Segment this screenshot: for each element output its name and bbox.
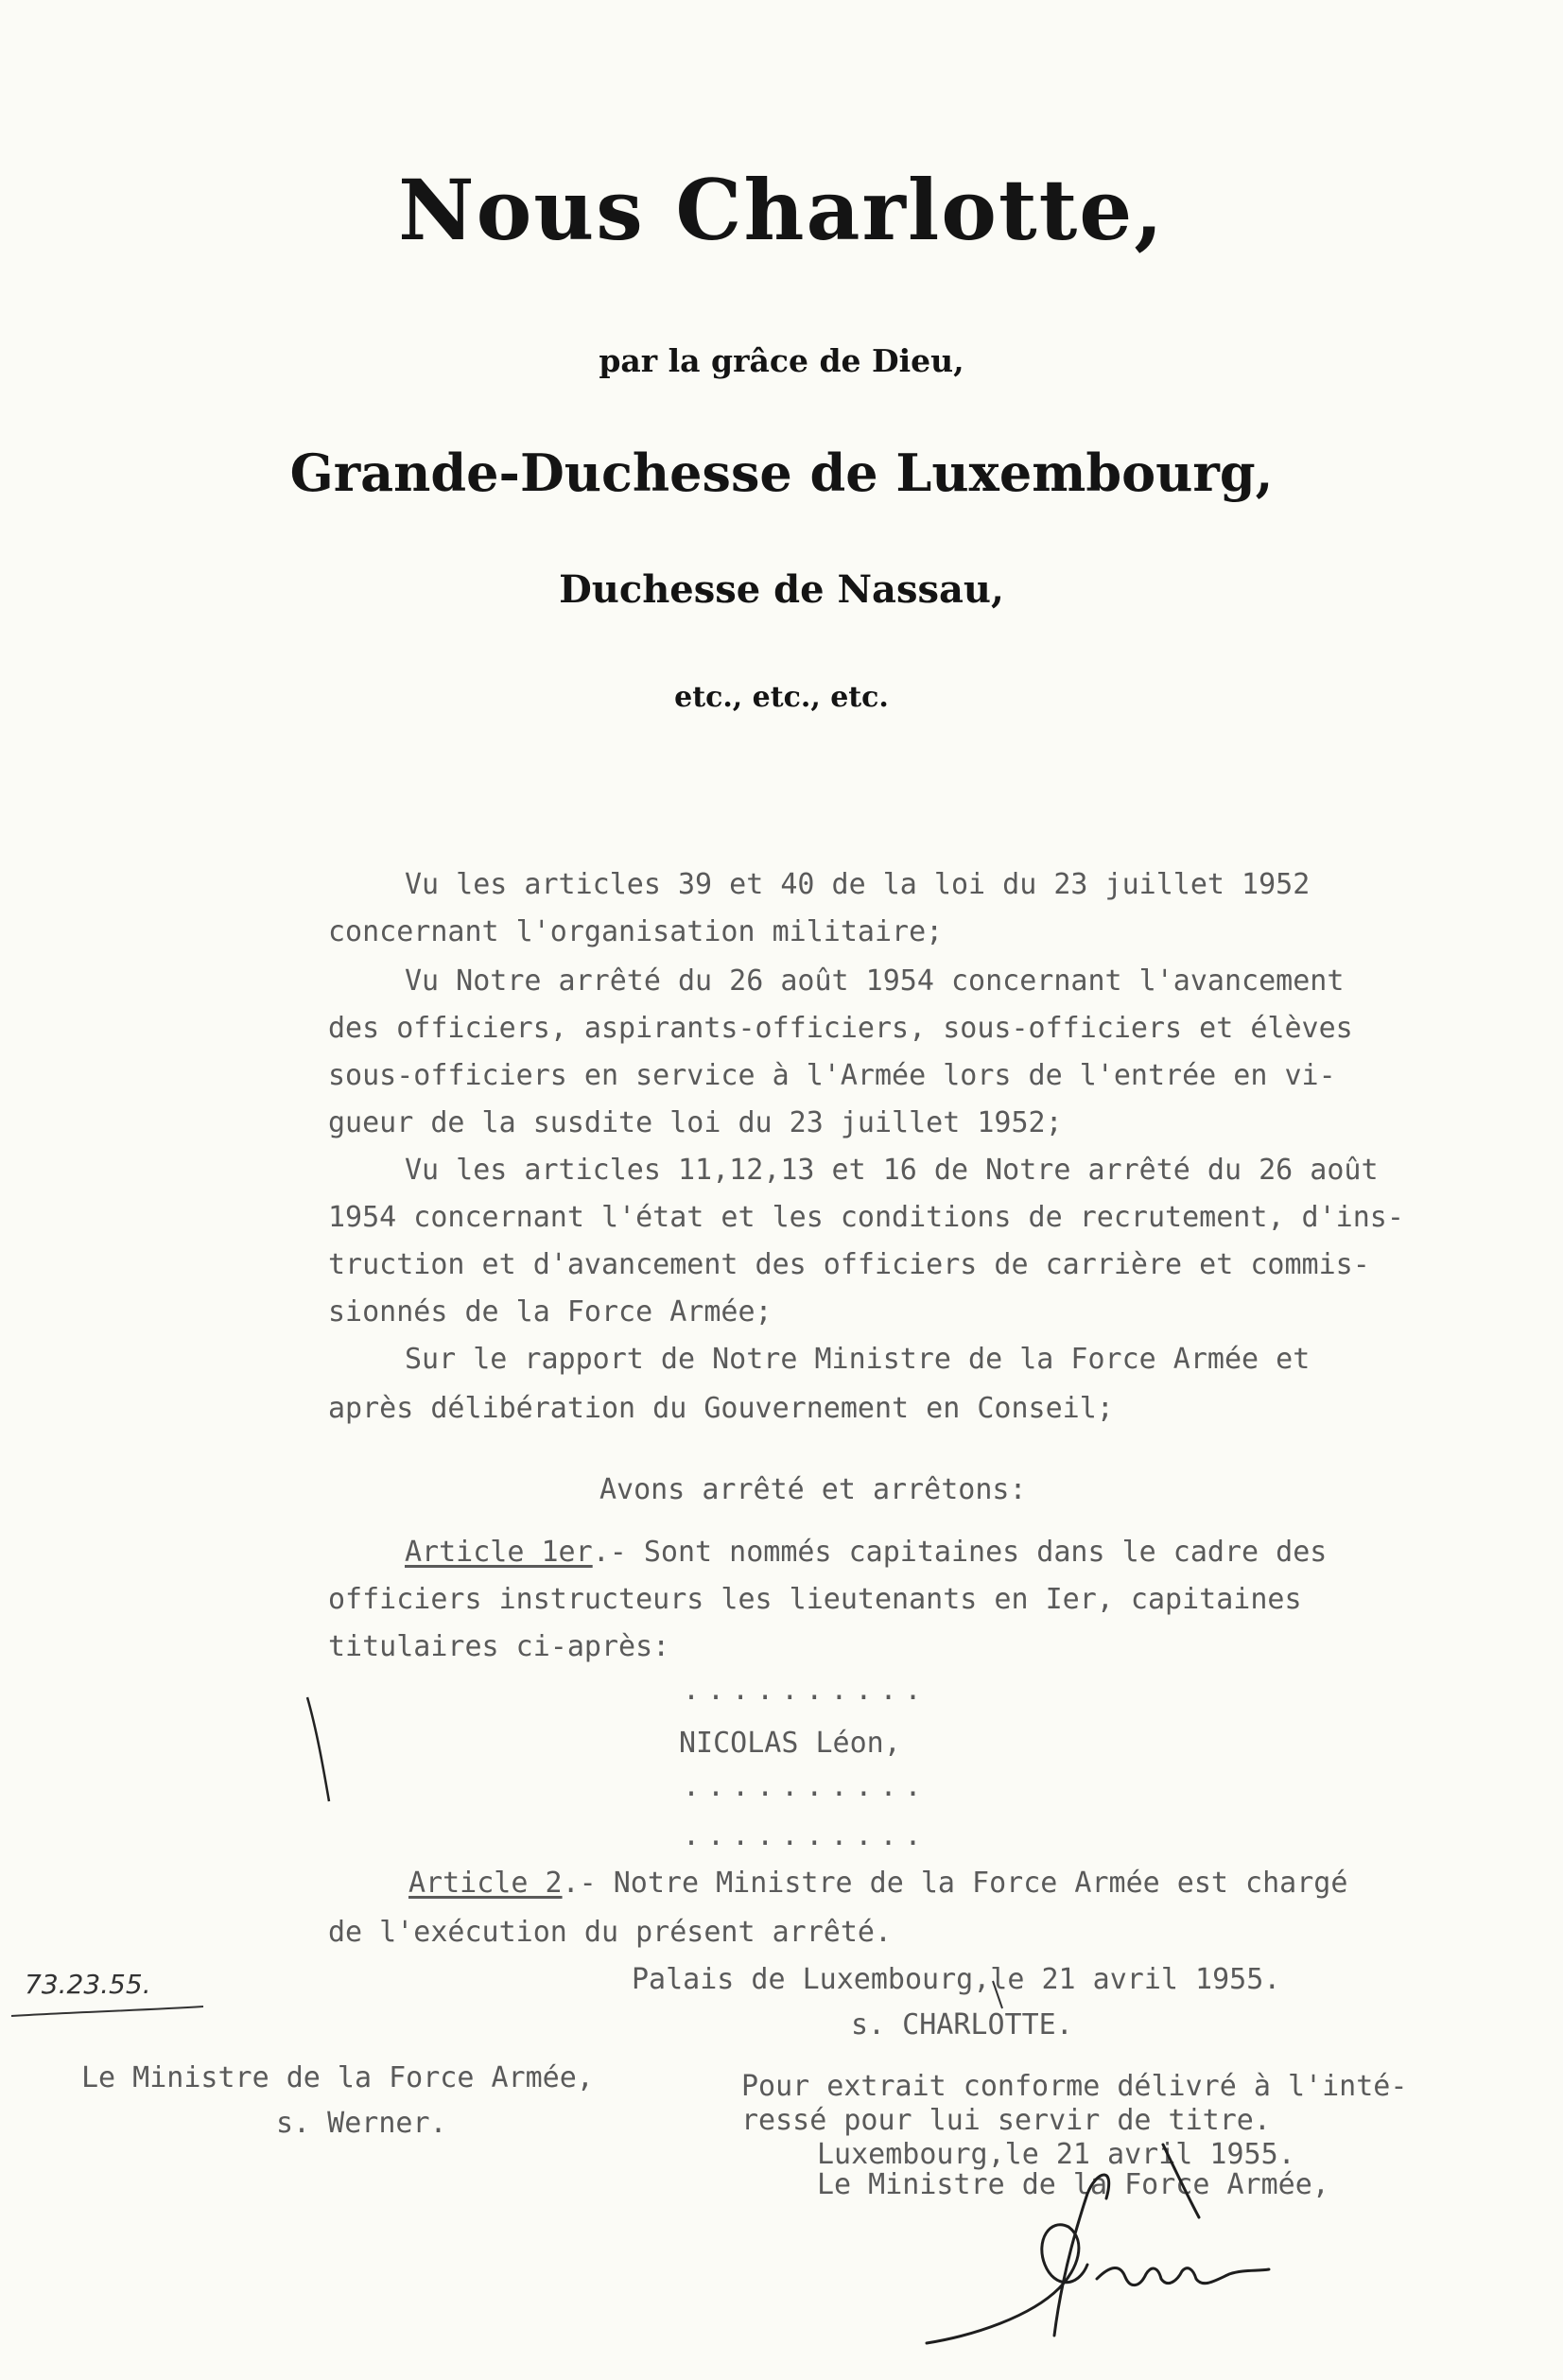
article-2-label: Article 2 [408,1867,563,1900]
article-1-line: officiers instructeurs les lieutenants en Ier, capitaines [328,1583,1302,1616]
document-title: Nous Charlotte, [398,161,1165,259]
preamble-line: Vu les articles 39 et 40 de la loi du 23 juillet 1952 [405,868,1311,901]
article-1-text: .- Sont nommés capitaines dans le cadre des [592,1536,1328,1569]
place-date: Palais de Luxembourg,le 21 avril 1955. [632,1963,1281,1996]
extract-line: Luxembourg,le 21 avril 1955. [817,2138,1295,2171]
preamble-line: Sur le rapport de Notre Ministre de la Force Armée et [405,1343,1311,1376]
ellipsis-line: .......... [683,1674,929,1707]
article-1-label: Article 1er [405,1536,593,1569]
extract-line: ressé pour lui servir de titre. [741,2104,1271,2137]
article-2-line: de l'exécution du présent arrêté. [328,1916,893,1949]
etc-line: etc., etc., etc. [674,681,889,714]
minister-signed: s. Werner. [276,2107,447,2140]
extract-line: Le Ministre de la Force Armée, [817,2168,1329,2201]
decision-line: Avons arrêté et arrêtons: [599,1473,1027,1506]
reference-underline [11,2006,203,2016]
preamble-line: gueur de la susdite loi du 23 juillet 1952; [328,1106,1063,1139]
preamble-line: sionnés de la Force Armée; [328,1295,773,1329]
margin-reference: 73.23.55. [25,1969,151,2000]
margin-tick-mark [307,1697,329,1801]
article-1-line [405,1536,1327,1570]
ellipsis-line: .......... [683,1819,929,1852]
preamble-line: des officiers, aspirants-officiers, sous-officiers et élèves [328,1012,1353,1045]
grand-duchess-line: Grande-Duchesse de Luxembourg, [289,443,1274,503]
preamble-line: sous-officiers en service à l'Armée lors de l'entrée en vi- [328,1059,1336,1092]
article-1-line: titulaires ci-après: [328,1630,670,1663]
article-2-text: .- Notre Ministre de la Force Armée est chargé [562,1867,1348,1900]
grace-line: par la grâce de Dieu, [599,342,964,379]
ellipsis-line: .......... [683,1770,929,1803]
preamble-line: truction et d'avancement des officiers de carrière et commis- [328,1248,1370,1281]
nassau-line: Duchesse de Nassau, [559,567,1004,612]
preamble-line: Vu les articles 11,12,13 et 16 de Notre arrêté du 26 août [405,1154,1379,1187]
minister-title: Le Ministre de la Force Armée, [81,2061,594,2094]
article-2-line [408,1867,1347,1901]
preamble-line: après délibération du Gouvernement en Conseil; [328,1392,1114,1425]
extract-line: Pour extrait conforme délivré à l'inté- [741,2070,1408,2103]
preamble-line: Vu Notre arrêté du 26 août 1954 concernant l'avancement [405,964,1345,998]
sovereign-signature: s. CHARLOTTE. [851,2008,1073,2041]
preamble-line: 1954 concernant l'état et les conditions de recrutement, d'ins- [328,1201,1404,1234]
preamble-line: concernant l'organisation militaire; [328,915,944,948]
officer-name: NICOLAS Léon, [679,1727,901,1760]
